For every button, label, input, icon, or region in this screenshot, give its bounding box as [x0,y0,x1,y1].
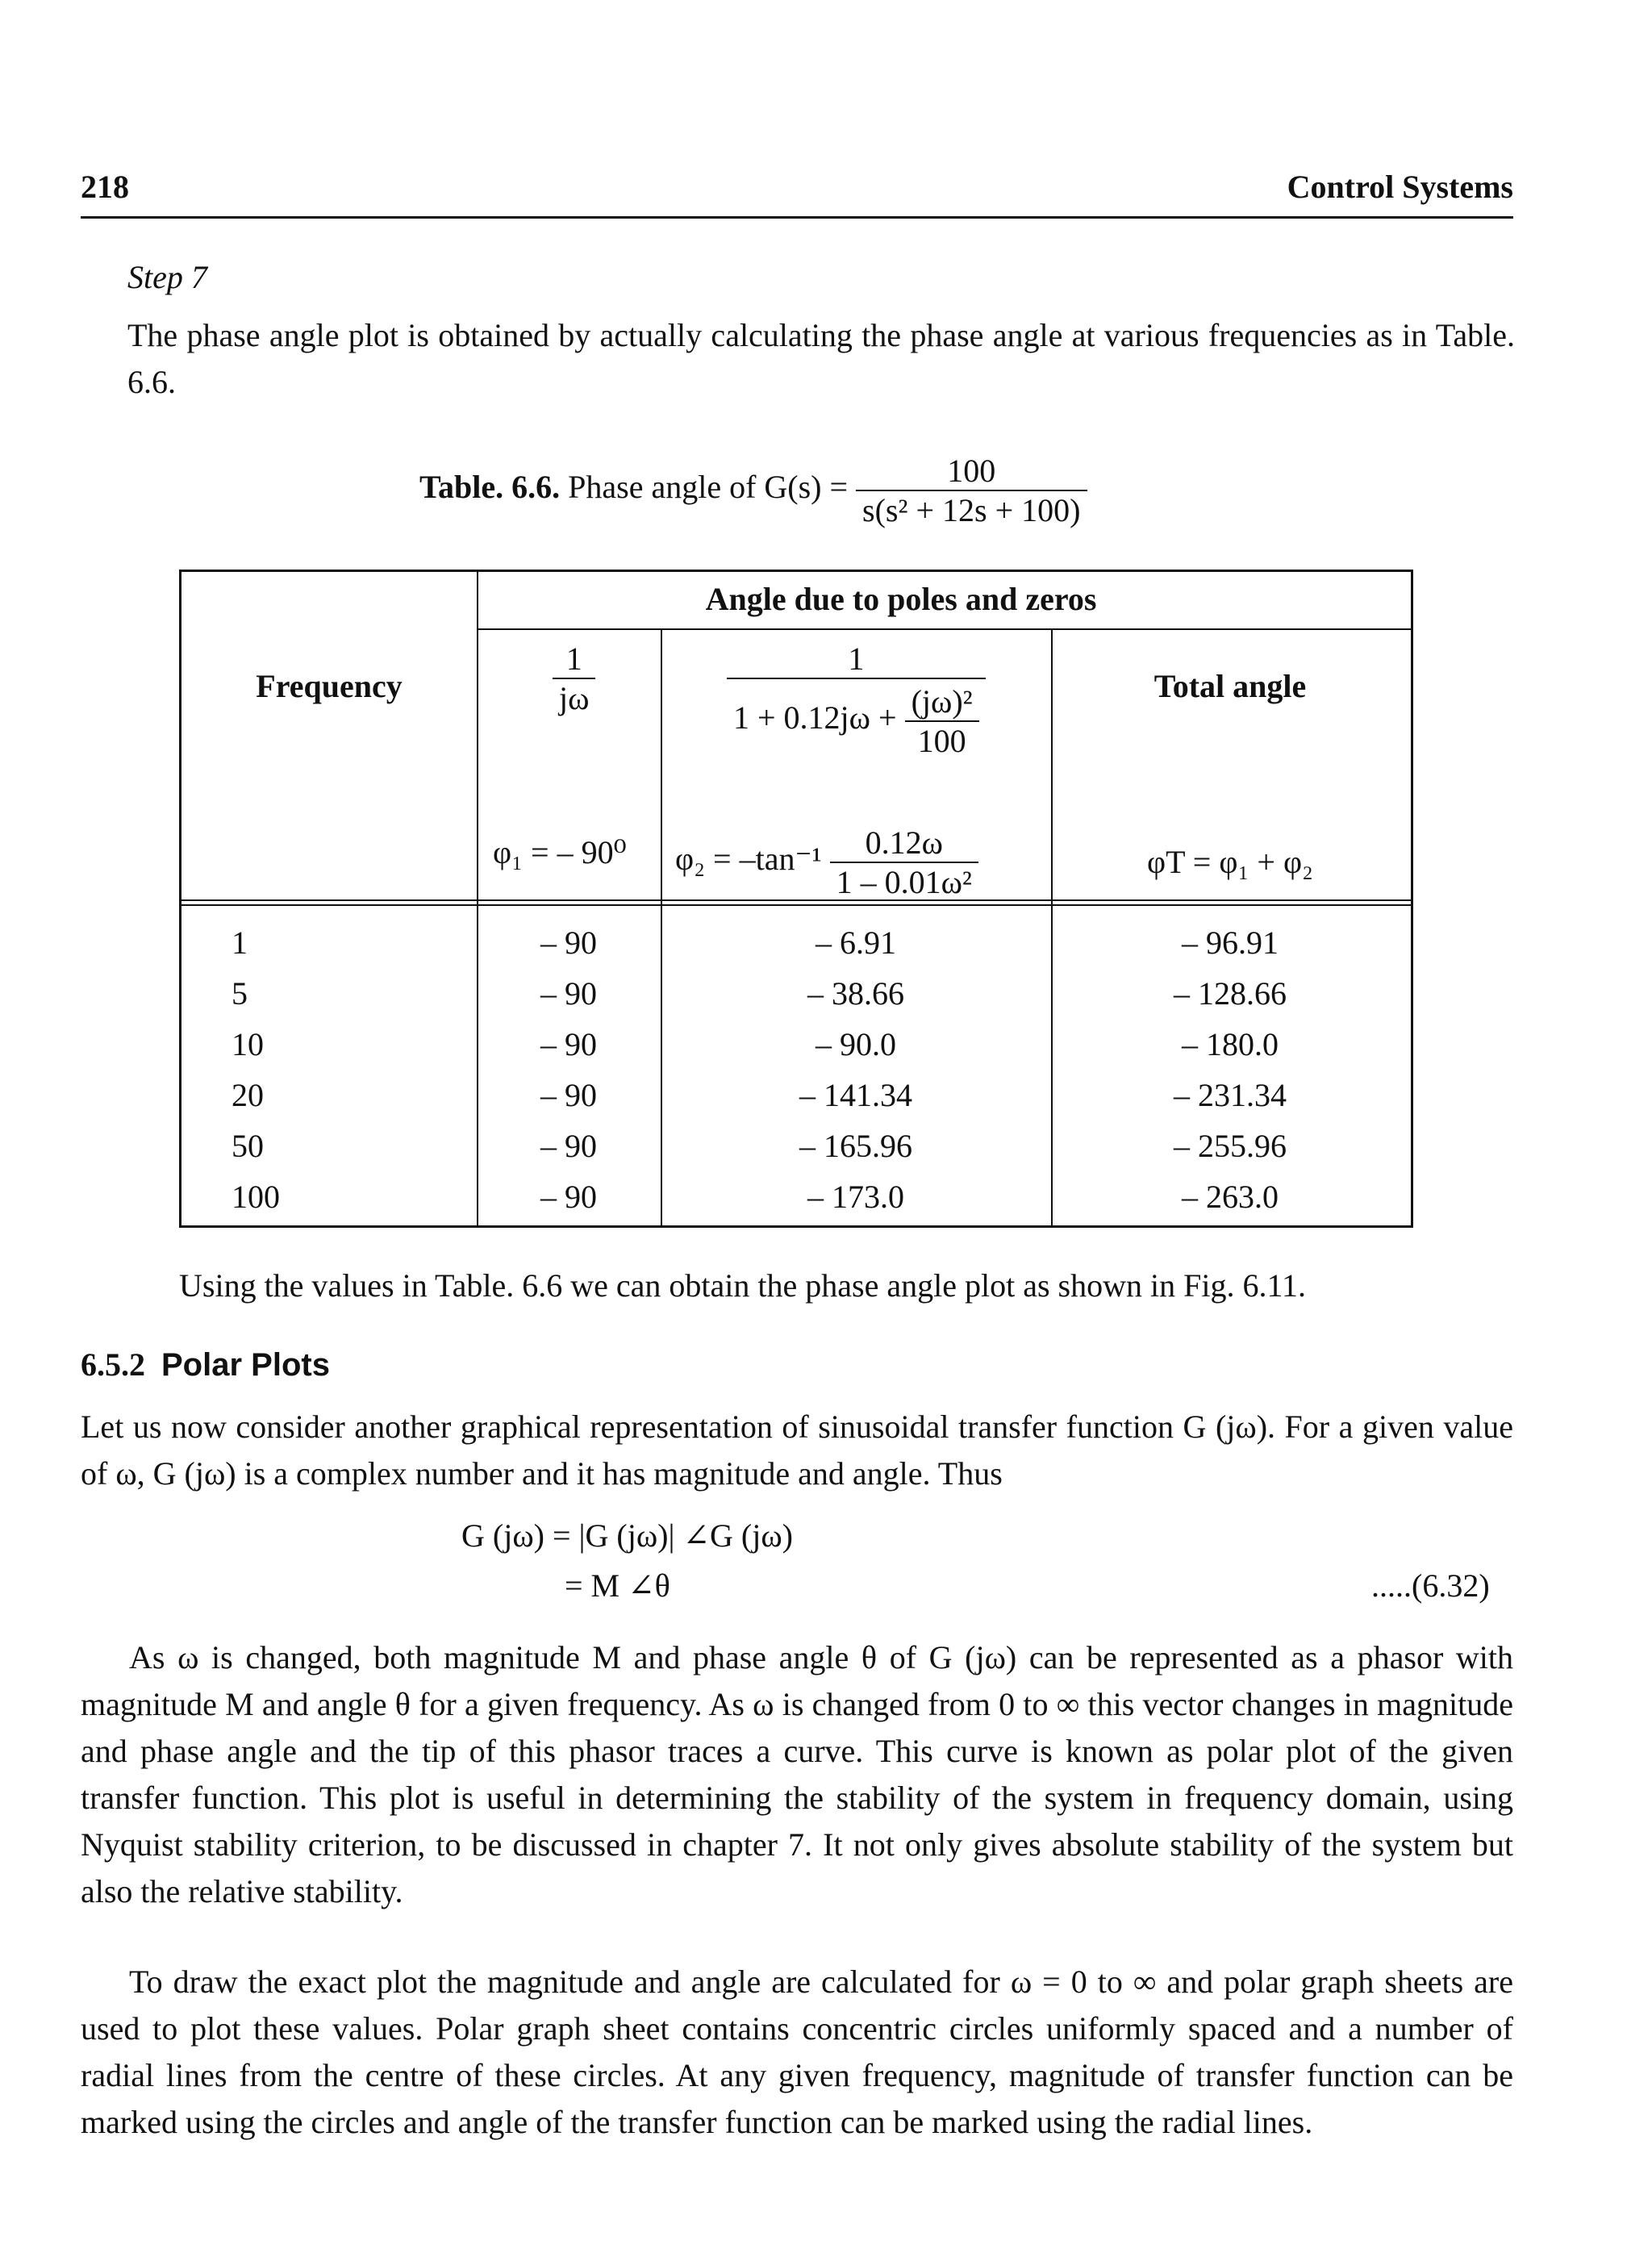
header-frequency: Frequency [256,668,403,704]
row-total: – 180.0 [1182,1026,1279,1062]
table-hline-header-bottom-2 [181,904,1411,906]
phi2-den: 1 – 0.01ω² [830,862,978,901]
table-vline-phi1 [661,628,662,1225]
row-total: – 128.66 [1174,975,1287,1012]
caption-denominator: s(s² + 12s + 100) [856,490,1087,529]
row-phi2: – 38.66 [807,975,904,1012]
col2-frac-num: 1 [848,641,865,677]
col2-inner-num: (jω)² [911,683,973,720]
row-phi2: – 141.34 [799,1077,912,1113]
caption-numerator: 100 [947,453,996,489]
row-phi1: – 90 [540,1026,597,1062]
row-frequency: 10 [232,1026,264,1062]
caption-label: Table. 6.6. [419,469,561,506]
row-phi2: – 173.0 [807,1179,904,1215]
row-phi1: – 90 [540,1128,597,1164]
after-table-paragraph: Using the values in Table. 6.6 we can obtain the phase angle plot as shown in Fig. 6.11. [179,1267,1306,1304]
row-phi2: – 90.0 [816,1026,896,1062]
phi2-prefix: φ₂ = –tan⁻¹ [675,841,822,878]
row-total: – 263.0 [1182,1179,1279,1215]
table-hline-group [477,628,1411,630]
row-total: – 255.96 [1174,1128,1287,1164]
col1-frac-den: jω [553,678,595,717]
equation-line-2: = M ∠θ [565,1567,670,1604]
header-total-angle: Total angle [1153,668,1307,704]
row-frequency: 50 [232,1128,264,1164]
running-title: Control Systems [1287,169,1513,205]
col2-inner-den: 100 [905,720,979,760]
col1-frac-num: 1 [565,641,582,677]
row-phi1: – 90 [540,1077,597,1113]
phi1-formula: φ₁ = – 90⁰ [493,834,627,870]
caption-text: Phase angle of G(s) = [560,469,857,506]
phiT-formula: φT = φ₁ + φ₂ [1147,844,1313,880]
row-total: – 231.34 [1174,1077,1287,1113]
phi2-num: 0.12ω [865,824,943,861]
phase-angle-table [179,570,1413,1228]
table-vline-phi2 [1051,628,1053,1225]
section-heading [81,1346,330,1383]
col2-fraction [727,640,986,760]
header-rule [81,216,1513,219]
row-phi2: – 6.91 [816,924,896,961]
equation-number: .....(6.32) [1371,1567,1490,1604]
paragraph-3: As ω is changed, both magnitude M and phase angle θ of G (jω) can be represented as a phasor with magnitude M and angle θ for a given frequency. As ω is changed from 0 to ∞ this vector changes in magnitude and phase angle and the tip of this phasor traces a curve. This curve is known as polar plot of the given transfer function. This plot is useful in determining the stability of the system in frequency domain, using Nyquist stability criterion, to be discussed in chapter 7. It not only gives absolute stability of the system but also the relative stability. [81,1639,1513,1909]
section-title: Polar Plots [161,1347,330,1383]
col1-fraction [553,640,595,717]
row-phi1: – 90 [540,975,597,1012]
row-frequency: 5 [232,975,248,1012]
row-frequency: 1 [232,924,248,961]
row-frequency: 20 [232,1077,264,1113]
header-group: Angle due to poles and zeros [705,581,1097,617]
page-number: 218 [81,169,129,205]
row-phi1: – 90 [540,924,597,961]
row-total: – 96.91 [1182,924,1279,961]
caption-fraction [856,452,1087,529]
row-phi1: – 90 [540,1179,597,1215]
paragraph-4: To draw the exact plot the magnitude and angle are calculated for ω = 0 to ∞ and polar graph sheets are used to plot these values. Polar graph sheet contains concentric circles uniformly spaced and a number of radial lines from the centre of these circles. At any given frequency, magnitude of transfer function can be marked using the circles and angle of the transfer function can be marked using the radial lines. [81,1963,1513,2140]
step-paragraph: The phase angle plot is obtained by actually calculating the phase angle at various frequencies as in Table. 6.6. [127,317,1515,400]
phi2-formula [675,824,978,901]
section-number: 6.5.2 [81,1346,145,1383]
equation-line-1: G (jω) = |G (jω)| ∠G (jω) [461,1517,793,1554]
step-heading: Step 7 [127,259,207,295]
row-phi2: – 165.96 [799,1128,912,1164]
table-caption [419,452,1087,529]
col2-frac-den-a: 1 + 0.12jω + [733,699,905,737]
table-vline-frequency [477,572,478,1225]
row-frequency: 100 [232,1179,280,1215]
paragraph-2: Let us now consider another graphical representation of sinusoidal transfer function G (jω). For a given value of ω, G (jω) is a complex number and it has magnitude and angle. Thus [81,1408,1513,1492]
